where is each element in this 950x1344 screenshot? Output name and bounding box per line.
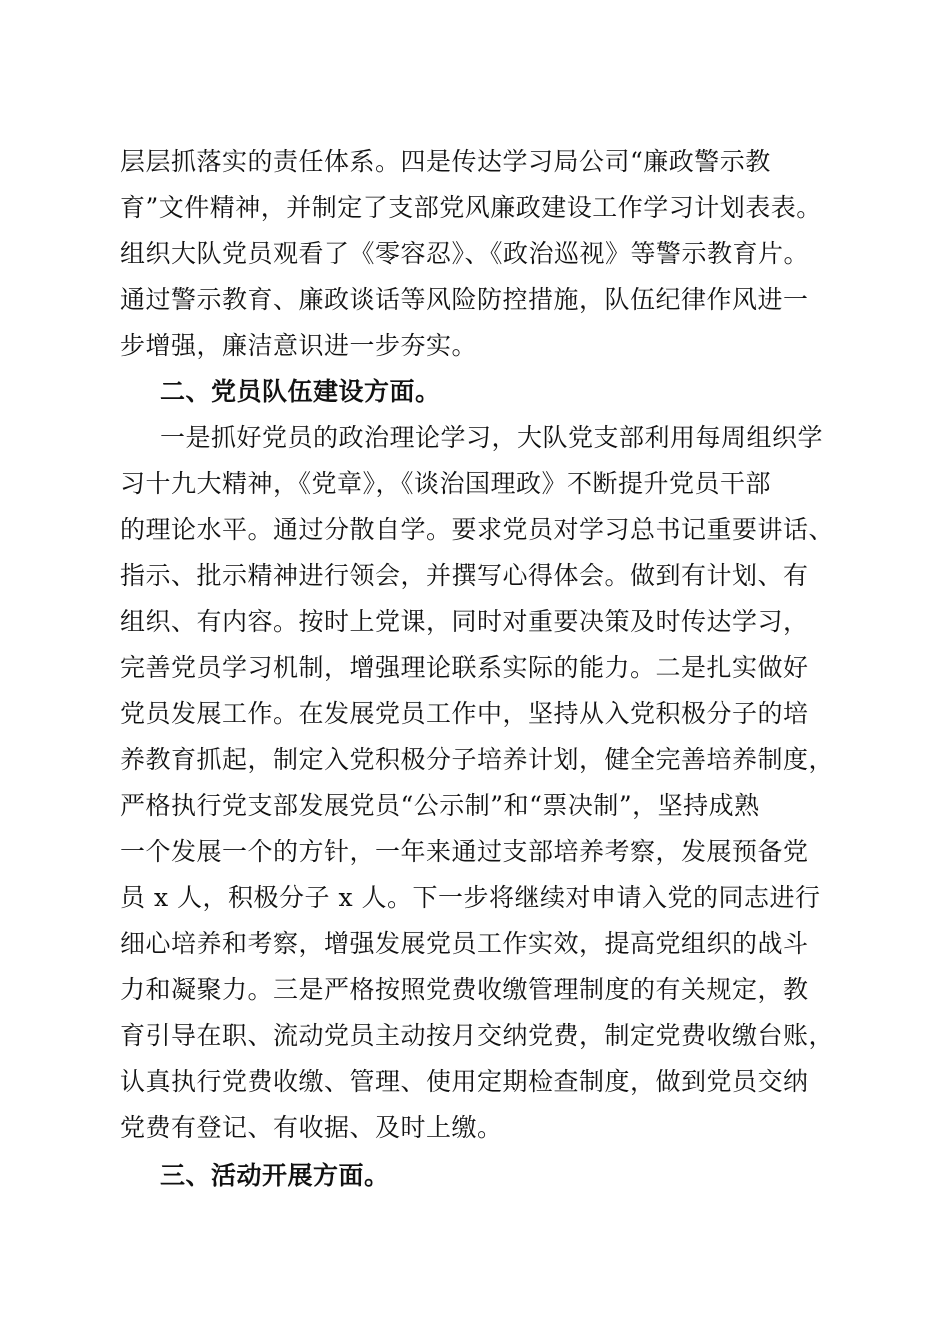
text-line: 养教育抓起，制定入党积极分子培养计划，健全完善培养制度， [120, 745, 835, 774]
text-line: 习十九大精神，《党章》，《谈治国理政》不断提升党员干部 [120, 469, 772, 498]
text-line: 严格执行党支部发展党员“公示制”和“票决制”，坚持成熟 [120, 791, 760, 820]
text-line: 党员发展工作。在发展党员工作中，坚持从入党积极分子的培 [120, 699, 809, 728]
text-line: 育引导在职、流动党员主动按月交纳党费，制定党费收缴台账， [120, 1021, 835, 1050]
text-line: 步增强，廉洁意识进一步夯实。 [120, 331, 478, 360]
section-heading: 三、活动开展方面。 [160, 1161, 390, 1190]
text-line: 力和凝聚力。三是严格按照党费收缴管理制度的有关规定，教 [120, 975, 809, 1004]
section-heading: 二、党员队伍建设方面。 [160, 377, 441, 406]
text-line: 层层抓落实的责任体系。四是传达学习局公司“廉政警示教 [120, 147, 771, 176]
text-line: 完善党员学习机制，增强理论联系实际的能力。二是扎实做好 [120, 653, 809, 682]
text-line: 育”文件精神，并制定了支部党风廉政建设工作学习计划表表。 [120, 193, 822, 222]
text-line: 一个发展一个的方针，一年来通过支部培养考察，发展预备党 [120, 837, 809, 866]
text-line: 的理论水平。通过分散自学。要求党员对学习总书记重要讲话、 [120, 515, 835, 544]
text-line: 员 x 人，积极分子 x 人。下一步将继续对申请入党的同志进行 [120, 883, 821, 912]
text-line: 通过警示教育、廉政谈话等风险防控措施，队伍纪律作风进一 [120, 285, 809, 314]
text-line: 指示、批示精神进行领会，并撰写心得体会。做到有计划、有 [120, 561, 809, 590]
text-line: 组织、有内容。按时上党课，同时对重要决策及时传达学习， [120, 607, 809, 636]
text-line: 一是抓好党员的政治理论学习，大队党支部利用每周组织学 [160, 423, 824, 452]
text-line: 认真执行党费收缴、管理、使用定期检查制度，做到党员交纳 [120, 1067, 809, 1096]
text-line: 组织大队党员观看了《零容忍》、《政治巡视》等警示教育片。 [120, 239, 810, 268]
text-line: 党费有登记、有收据、及时上缴。 [120, 1113, 503, 1142]
text-line: 细心培养和考察，增强发展党员工作实效，提高党组织的战斗 [120, 929, 809, 958]
